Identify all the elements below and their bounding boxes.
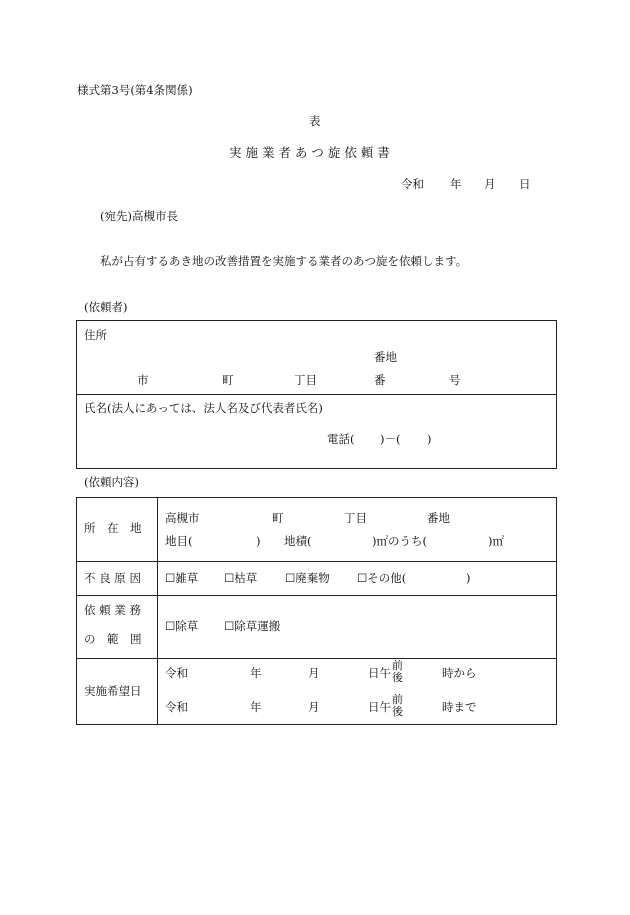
land-area-label: 地積(: [284, 534, 312, 548]
location-city: 高槻市: [165, 511, 200, 525]
address-go: 号: [449, 373, 461, 387]
cause-label: 不 良 原 因: [84, 571, 141, 585]
date-from-ampm: [392, 660, 403, 683]
date-from-suffix: 時から: [442, 666, 477, 680]
scope-label-line2: の 範 囲: [84, 632, 142, 646]
page-title: 実 施 業 者 あ つ 旋 依 頼 書: [229, 145, 390, 160]
phone-end: ): [427, 432, 432, 446]
date-era: 令和: [401, 177, 424, 191]
location-label: 所 在 地: [84, 521, 142, 535]
request-section-label: (依頼内容): [84, 475, 139, 489]
date-to-am: 前: [392, 693, 403, 706]
land-area-end: )㎡: [488, 534, 504, 548]
request-row-divider-3: [76, 658, 557, 659]
date-to-day: 日午: [368, 700, 391, 714]
date-from-pm: 後: [392, 670, 403, 684]
date-to-ampm: [392, 694, 403, 717]
date-day-label: 日: [519, 177, 531, 191]
request-column-divider: [157, 497, 158, 725]
name-label: 氏名(法人にあっては、法人名及び代表者氏名): [84, 401, 323, 415]
cause-option-dead-grass[interactable]: ☐枯草: [224, 571, 258, 585]
date-to-era: 令和: [165, 700, 188, 714]
scope-label-line1: 依 頼 業 務: [84, 603, 141, 617]
date-from-am: 前: [392, 659, 403, 672]
cause-option-weeds[interactable]: ☐雑草: [165, 571, 199, 585]
date-from-month: 月: [308, 666, 320, 680]
land-category-end: ): [256, 534, 261, 548]
date-month-label: 月: [484, 177, 496, 191]
date-to-pm: 後: [392, 704, 403, 718]
request-row-divider-1: [76, 561, 557, 562]
addressee: (宛先)高槻市長: [100, 209, 178, 223]
location-banchi: 番地: [427, 511, 450, 525]
land-area-part: )㎡のうち(: [372, 534, 427, 548]
dates-label: 実施希望日: [84, 684, 142, 698]
address-chome: 丁目: [294, 373, 317, 387]
address-machi: 町: [222, 373, 234, 387]
address-shi: 市: [137, 373, 149, 387]
requester-divider: [76, 394, 557, 395]
address-label: 住所: [84, 328, 107, 342]
address-banchi: 番地: [374, 350, 397, 364]
request-row-divider-2: [76, 595, 557, 596]
date-year-label: 年: [450, 177, 462, 191]
scope-option-weeding[interactable]: ☐除草: [165, 619, 199, 633]
date-from-era: 令和: [165, 666, 188, 680]
date-to-year: 年: [250, 700, 262, 714]
address-ban: 番: [374, 373, 386, 387]
date-to-month: 月: [308, 700, 320, 714]
cause-option-other-end: ): [466, 571, 471, 585]
requester-section-label: (依頼者): [84, 300, 128, 314]
scope-option-weeding-removal[interactable]: ☐除草運搬: [224, 619, 281, 633]
phone-mid: )－(: [380, 432, 401, 446]
cause-option-other[interactable]: ☐その他(: [357, 571, 407, 585]
phone-label: 電話(: [327, 432, 355, 446]
cause-option-waste[interactable]: ☐廃棄物: [285, 571, 330, 585]
request-table: [76, 497, 557, 725]
form-number: 様式第3号(第4条関係): [77, 83, 193, 97]
location-chome: 丁目: [344, 511, 367, 525]
request-statement: 私が占有するあき地の改善措置を実施する業者のあつ旋を依頼します。: [100, 254, 468, 268]
location-machi: 町: [272, 511, 284, 525]
date-from-year: 年: [250, 666, 262, 680]
front-label: 表: [309, 114, 321, 128]
land-category-label: 地目(: [165, 534, 193, 548]
date-to-suffix: 時まで: [442, 700, 477, 714]
date-from-day: 日午: [368, 666, 391, 680]
